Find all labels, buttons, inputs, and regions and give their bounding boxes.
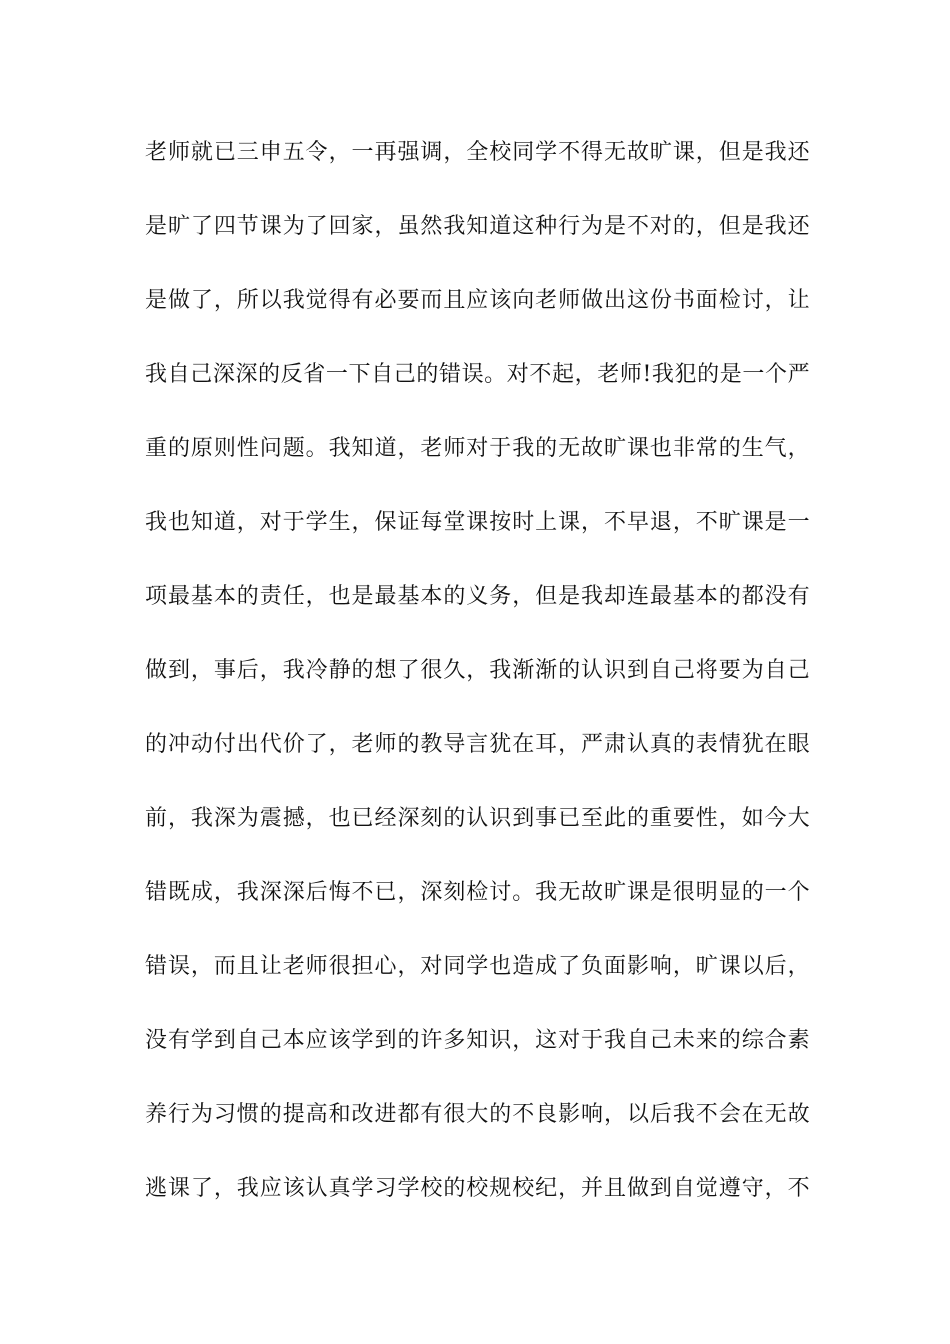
text-line: 重的原则性问题。我知道，老师对于我的无故旷课也非常的生气， bbox=[145, 436, 810, 461]
text-line: 我也知道，对于学生，保证每堂课按时上课，不早退，不旷课是一 bbox=[145, 510, 810, 535]
text-line: 是旷了四节课为了回家，虽然我知道这种行为是不对的，但是我还 bbox=[145, 214, 810, 239]
text-line: 养行为习惯的提高和改进都有很大的不良影响，以后我不会在无故 bbox=[145, 1102, 810, 1127]
text-line: 错误，而且让老师很担心，对同学也造成了负面影响，旷课以后， bbox=[145, 954, 810, 979]
text-line: 的冲动付出代价了，老师的教导言犹在耳，严肃认真的表情犹在眼 bbox=[145, 732, 810, 757]
text-line: 做到，事后，我冷静的想了很久，我渐渐的认识到自己将要为自己 bbox=[145, 658, 810, 683]
text-line: 老师就已三申五令，一再强调，全校同学不得无故旷课，但是我还 bbox=[145, 140, 810, 165]
text-line: 逃课了，我应该认真学习学校的校规校纪，并且做到自觉遵守，不 bbox=[145, 1176, 810, 1201]
text-line: 项最基本的责任，也是最基本的义务，但是我却连最基本的都没有 bbox=[145, 584, 810, 609]
text-line: 是做了，所以我觉得有必要而且应该向老师做出这份书面检讨，让 bbox=[145, 288, 810, 313]
text-line: 错既成，我深深后悔不已，深刻检讨。我无故旷课是很明显的一个 bbox=[145, 880, 810, 905]
text-line: 我自己深深的反省一下自己的错误。对不起，老师!我犯的是一个严 bbox=[145, 362, 810, 387]
body-text bbox=[145, 130, 810, 1240]
text-line: 没有学到自己本应该学到的许多知识，这对于我自己未来的综合素 bbox=[145, 1028, 810, 1053]
text-line: 前，我深为震撼，也已经深刻的认识到事已至此的重要性，如今大 bbox=[145, 806, 810, 831]
